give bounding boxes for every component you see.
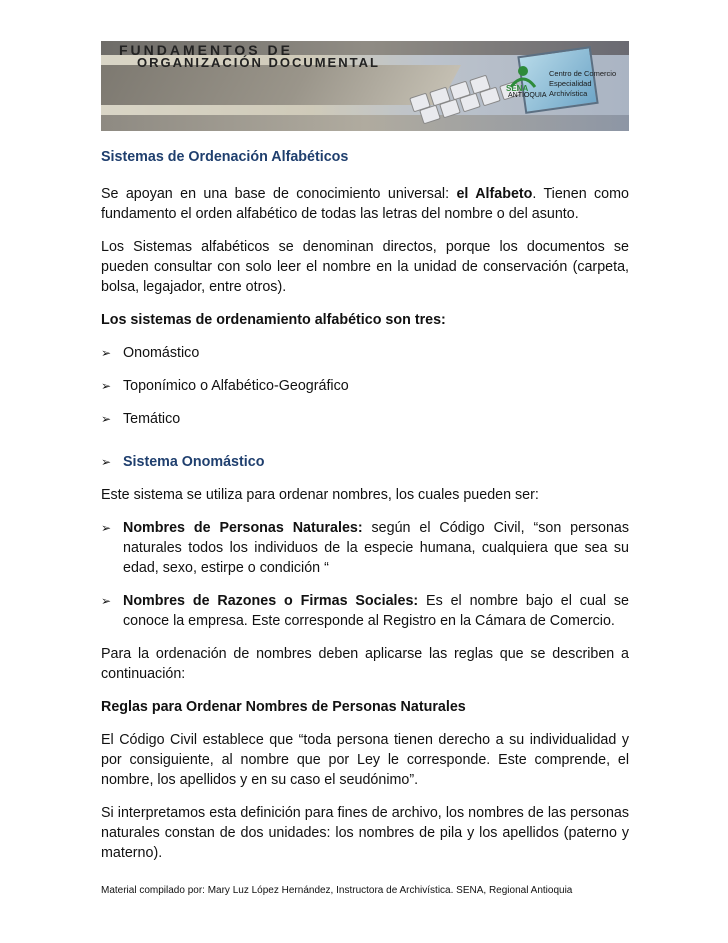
arrow-bullet-icon: ➢ [101,521,112,535]
arrow-bullet-icon: ➢ [101,412,112,426]
page-footer: Material compilado por: Mary Luz López Hernández, Instructora de Archivística. SENA, Regional Antioquia [101,885,573,896]
bullet-text: según el Código Civil, “son personas naturales todos los individuos de la especie humana, cualquiera que sea su edad, sexo, estirpe o condición “ [123,520,629,576]
banner-center-name [549,69,629,99]
bullet-personas-naturales [101,518,629,578]
bullet-razones-sociales [101,591,629,631]
center-line2: Especialidad Archivística [549,79,592,98]
sena-logo-text: SENA [506,84,529,93]
paragraph-3: Los sistemas de ordenamiento alfabético son tres: [101,312,446,328]
paragraph-6: El Código Civil establece que “toda persona tienen derecho a su individualidad y por consiguiente, al nombre que por Ley le corresponde. Este comprende, el nombre, los apellidos y en su caso el seudónimo”. [101,732,629,788]
banner-region: ANTIOQUIA [508,92,547,99]
p1-text-a: Se apoyan en una base de conocimiento universal: [101,186,457,202]
header-banner [101,41,629,131]
bullet-text: Es el nombre bajo el cual se conoce la empresa. Este corresponde al Registro en la Cámara de Comercio. [123,593,629,629]
arrow-bullet-icon: ➢ [101,379,112,393]
paragraph-5: Para la ordenación de nombres deben aplicarse las reglas que se describen a continuación: [101,646,629,682]
arrow-bullet-icon: ➢ [101,455,112,469]
rules-heading: Reglas para Ordenar Nombres de Personas Naturales [101,699,466,715]
list-item-3 [101,409,629,429]
banner-title-line2: ORGANIZACIÓN DOCUMENTAL [137,55,380,70]
banner-title-line1: FUNDAMENTOS DE [119,42,293,58]
section-title: Sistema Onomástico [123,454,265,470]
arrow-bullet-icon: ➢ [101,594,112,608]
document-body [101,140,629,863]
p1-bold: el Alfabeto [456,186,533,202]
center-line1: Centro de Comercio [549,69,617,78]
arrow-bullet-icon: ➢ [101,346,112,360]
list-item-2 [101,376,629,396]
document-title: Sistemas de Ordenación Alfabéticos [101,149,349,165]
list-item-label: Onomástico [123,345,200,361]
p1-text-b: . Tienen como fundamento el orden alfabético de todas las letras del nombre o del asunto. [101,186,629,222]
list-item-label: Temático [123,411,181,427]
paragraph-2: Los Sistemas alfabéticos se denominan directos, porque los documentos se pueden consultar con solo leer el nombre en la unidad de conservación (carpeta, bolsa, legajador, entre otros). [101,239,629,295]
section-heading-onomastico [101,452,629,472]
list-item-1 [101,343,629,363]
paragraph-4: Este sistema se utiliza para ordenar nombres, los cuales pueden ser: [101,487,539,503]
bullet-bold-label: Nombres de Razones o Firmas Sociales: [123,593,419,609]
bullet-bold-label: Nombres de Personas Naturales: [123,520,363,536]
paragraph-1 [101,184,629,224]
paragraph-7: Si interpretamos esta definición para fines de archivo, los nombres de las personas naturales constan de dos unidades: los nombres de pila y los apellidos (paterno y materno). [101,805,629,861]
list-item-label: Toponímico o Alfabético-Geográfico [123,378,349,394]
banner-band-bottom [101,115,629,131]
